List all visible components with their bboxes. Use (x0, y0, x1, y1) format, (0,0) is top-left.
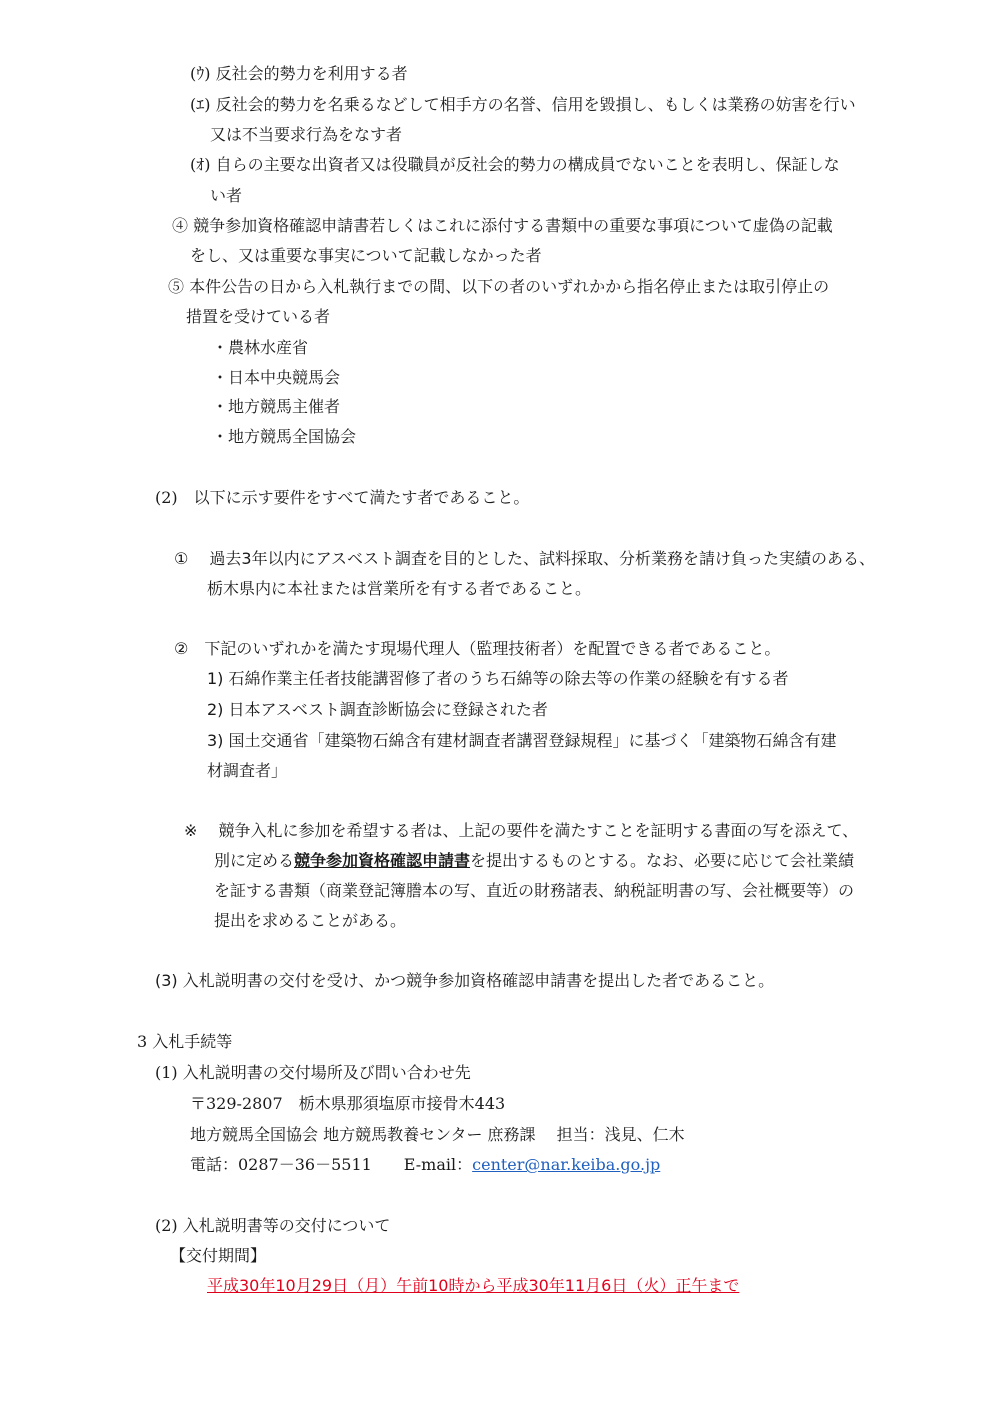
note-text-a: 別に定める (214, 851, 295, 870)
subsection-1-heading: (1) 入札説明書の交付場所及び問い合わせ先 (155, 1063, 471, 1082)
contact-phone-email (190, 1154, 660, 1176)
distribution-period-dates: 平成30年10月29日（月）午前10時から平成30年11月6日（火）正午まで (207, 1276, 740, 1295)
clause-e-cont: 又は不当要求行為をなす者 (210, 125, 403, 144)
clause-u: (ｳ) 反社会的勢力を利用する者 (190, 64, 408, 83)
item-5: ⑤ 本件公告の日から入札執行までの間、以下の者のいずれかから指名停止または取引停止の (168, 277, 830, 296)
phone-label: 電話：0287－36－5511 E-mail： (190, 1155, 473, 1174)
list-item-maff: ・農林水産省 (212, 338, 309, 357)
section-3-requirement: (3) 入札説明書の交付を受け、かつ競争参加資格確認申請書を提出した者であること。 (155, 971, 775, 990)
requirement-1-cont (207, 578, 591, 600)
note-cont-3: 提出を求めることがある。 (214, 911, 407, 930)
requirement-2-option-3: 3) 国土交通省「建築物石綿含有建材調査者講習登録規程」に基づく「建築物石綿含有建 (207, 731, 837, 750)
requirement-2-option-1: 1) 石綿作業主任者技能講習修了者のうち石綿等の除去等の作業の経験を有する者 (207, 669, 789, 688)
requirement-1-location: 栃木県内に本社または営業所を有する者 (207, 579, 496, 598)
postal-address: 〒329-2807 栃木県那須塩原市接骨木443 (190, 1094, 506, 1113)
note-cont-1 (214, 850, 854, 872)
list-item-local-organizer: ・地方競馬主催者 (212, 397, 341, 416)
item-5-cont: 措置を受けている者 (186, 307, 331, 326)
chapter-3-heading: 3 入札手続等 (137, 1032, 233, 1051)
section-2-heading: (2) 以下に示す要件をすべて満たす者であること。 (155, 488, 530, 507)
subsection-2-heading: (2) 入札説明書等の交付について (155, 1216, 391, 1235)
clause-o: (ｵ) 自らの主要な出資者又は役職員が反社会的勢力の構成員でないことを表明し、保証しな (190, 155, 840, 174)
item-4-cont: をし、又は重要な事実について記載しなかった者 (190, 246, 542, 265)
email-link[interactable]: center@nar.keiba.go.jp (472, 1155, 661, 1174)
contact-department: 地方競馬全国協会 地方競馬教養センター 庶務課 担当：浅見、仁木 (190, 1125, 685, 1144)
distribution-period-label: 【交付期間】 (170, 1246, 267, 1265)
requirement-1-ending: であること。 (495, 579, 592, 598)
list-item-nar: ・地方競馬全国協会 (212, 427, 357, 446)
note: ※ 競争入札に参加を希望する者は、上記の要件を満たすことを証明する書面の写を添えて、 (184, 821, 859, 840)
requirement-2: ② 下記のいずれかを満たす現場代理人（監理技術者）を配置できる者であること。 (174, 639, 781, 658)
item-4: ④ 競争参加資格確認申請書若しくはこれに添付する書類中の重要な事項について虚偽の記載 (172, 216, 833, 235)
requirement-2-option-3-cont: 材調査者」 (207, 761, 288, 780)
note-text-c: を提出するものとする。なお、必要に応じて会社業績 (470, 851, 855, 870)
clause-e: (ｴ) 反社会的勢力を名乗るなどして相手方の名誉、信用を毀損し、もしくは業務の妨害を行い (190, 95, 856, 114)
clause-o-cont: い者 (210, 186, 243, 205)
application-form-link: 競争参加資格確認申請書 (294, 851, 471, 870)
note-cont-2: を証する書類（商業登記簿謄本の写、直近の財務諸表、納税証明書の写、会社概要等）の (214, 881, 855, 900)
requirement-2-option-2: 2) 日本アスベスト調査診断協会に登録された者 (207, 700, 548, 719)
list-item-jra: ・日本中央競馬会 (212, 368, 341, 387)
requirement-1: ① 過去3年以内にアスベスト調査を目的とした、試料採取、分析業務を請け負った実績のある、 (174, 549, 875, 568)
